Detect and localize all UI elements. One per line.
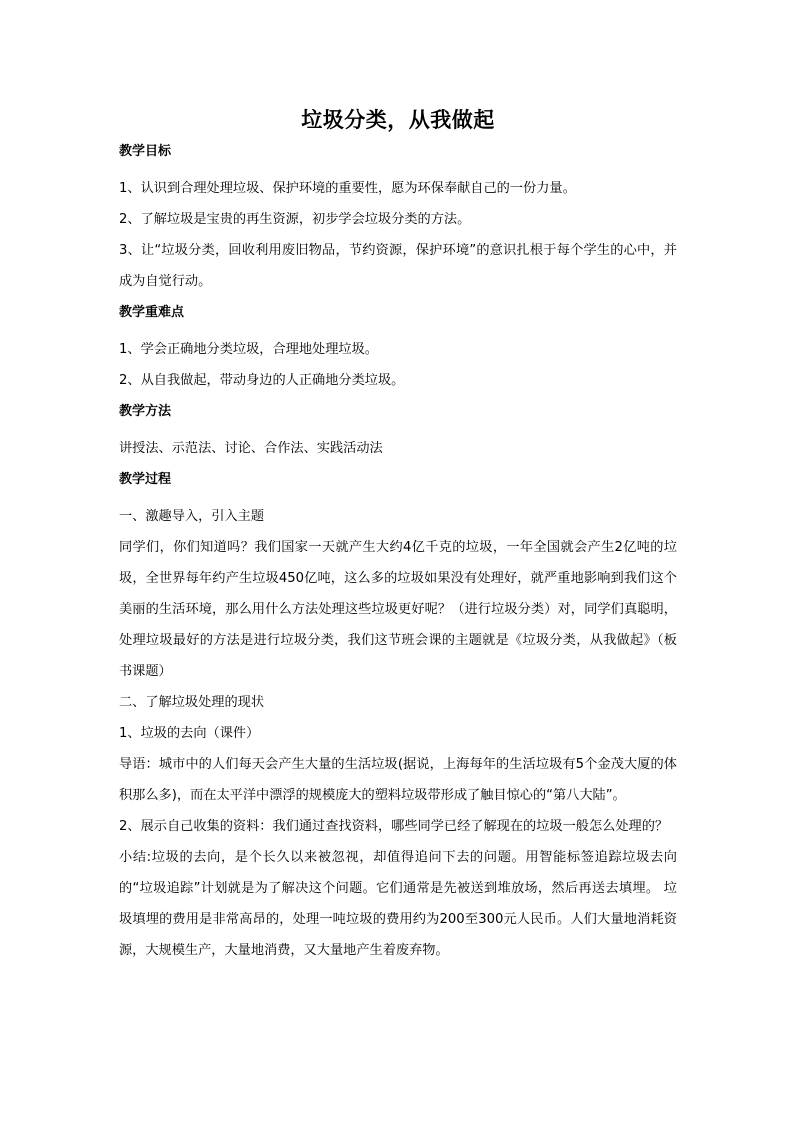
process-sub2-text: 2、展示自己收集的资料：我们通过查找资料，哪些同学已经了解现在的垃圾一般怎么处理的？ [119, 819, 669, 834]
key-point-item-1: 1、学会正确地分类垃圾，合理地处理垃圾。 [119, 342, 378, 357]
heading-key-points: 教学重难点 [119, 305, 185, 320]
heading-process: 教学过程 [119, 472, 172, 487]
methods-text: 讲授法、示范法、讨论、合作法、实践活动法 [119, 441, 383, 456]
heading-objectives: 教学目标 [119, 144, 172, 159]
objective-item-2: 2、了解垃圾是宝贵的再生资源，初步学会垃圾分类的方法。 [119, 212, 471, 227]
key-point-item-2: 2、从自我做起，带动身边的人正确地分类垃圾。 [119, 373, 405, 388]
process-sub1-title: 1、垃圾的去向（课件） [119, 726, 260, 741]
process-step1-title: 一、激趣导入，引入主题 [119, 509, 265, 524]
document-body [119, 100, 677, 966]
process-sub1-text: 导语：城市中的人们每天会产生大量的生活垃圾(据说，上海每年的生活垃圾有5个金茂大厦的体积那么多)，而在太平洋中漂浮的规模庞大的塑料垃圾带形成了触目惊心的“第八大陆”。 [119, 757, 677, 803]
heading-methods: 教学方法 [119, 404, 172, 419]
objective-item-1: 1、认识到合理处理垃圾、保护环境的重要性，愿为环保奉献自己的一份力量。 [119, 181, 576, 196]
process-step2-title: 二、了解垃圾处理的现状 [119, 695, 265, 710]
process-summary-text: 小结:垃圾的去向，是个长久以来被忽视，却值得追问下去的问题。用智能标签追踪垃圾去向的“垃圾追踪”计划就是为了解决这个问题。它们通常是先被送到堆放场，然后再送去填埋。 垃圾填埋的费用是非常高昂的，处理一吨垃圾的费用约为200至300元人民币。人们大量地消耗资源，大规模生产，大量地消费，又大量地产生着废弃物。 [119, 850, 677, 958]
page-title: 垃圾分类，从我做起 [301, 108, 495, 132]
objective-item-3: 3、让“垃圾分类，回收利用废旧物品，节约资源，保护环境”的意识扎根于每个学生的心中，并成为自觉行动。 [119, 243, 677, 289]
process-step1-text: 同学们，你们知道吗？我们国家一天就产生大约4亿千克的垃圾，一年全国就会产生2亿吨的垃圾，全世界每年约产生垃圾450亿吨，这么多的垃圾如果没有处理好，就严重地影响到我们这个美丽的生活环境，那么用什么方法处理这些垃圾更好呢？（进行垃圾分类）对，同学们真聪明，处理垃圾最好的方法是进行垃圾分类，我们这节班会课的主题就是《垃圾分类，从我做起》（板书课题） [119, 540, 677, 679]
